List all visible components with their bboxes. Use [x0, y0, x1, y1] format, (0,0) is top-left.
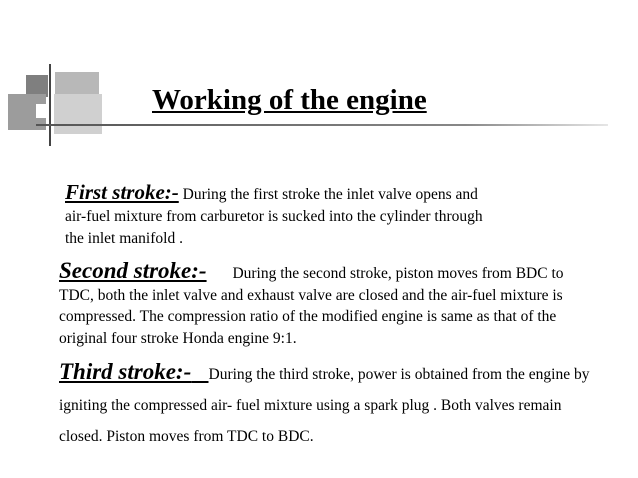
second-stroke-paragraph	[59, 260, 621, 349]
first-stroke-label: First stroke:-	[65, 180, 179, 204]
first-stroke-text: the inlet manifold .	[65, 230, 183, 247]
first-stroke-text: During the first stroke the inlet valve opens and	[182, 186, 478, 203]
third-stroke-text: igniting the compressed air- fuel mixture using a spark plug . Both valves remain	[59, 397, 562, 414]
first-stroke-text: air-fuel mixture from carburetor is sucked into the cylinder through	[65, 208, 483, 225]
third-stroke-label: Third stroke:-	[59, 359, 192, 384]
second-stroke-text: TDC, both the inlet valve and exhaust valve are closed and the air-fuel mixture is	[59, 286, 563, 304]
title-divider-line	[36, 124, 608, 126]
third-stroke-text: During the third stroke, power is obtained from the engine by	[208, 366, 590, 383]
second-stroke-label: Second stroke:-	[59, 258, 207, 283]
slide-title: Working of the engine	[152, 84, 427, 116]
third-stroke-paragraph	[59, 356, 627, 452]
decor-square	[36, 104, 50, 118]
third-stroke-text: closed. Piston moves from TDC to BDC.	[59, 428, 314, 445]
second-stroke-text: compressed. The compression ratio of the modified engine is same as that of the	[59, 308, 557, 325]
first-stroke-paragraph	[65, 181, 535, 250]
second-stroke-text: During the second stroke, piston moves from BDC to	[232, 265, 564, 282]
second-stroke-text: original four stroke Honda engine 9:1.	[59, 329, 297, 347]
decor-vertical-line	[49, 64, 51, 146]
decor-square	[54, 94, 102, 134]
